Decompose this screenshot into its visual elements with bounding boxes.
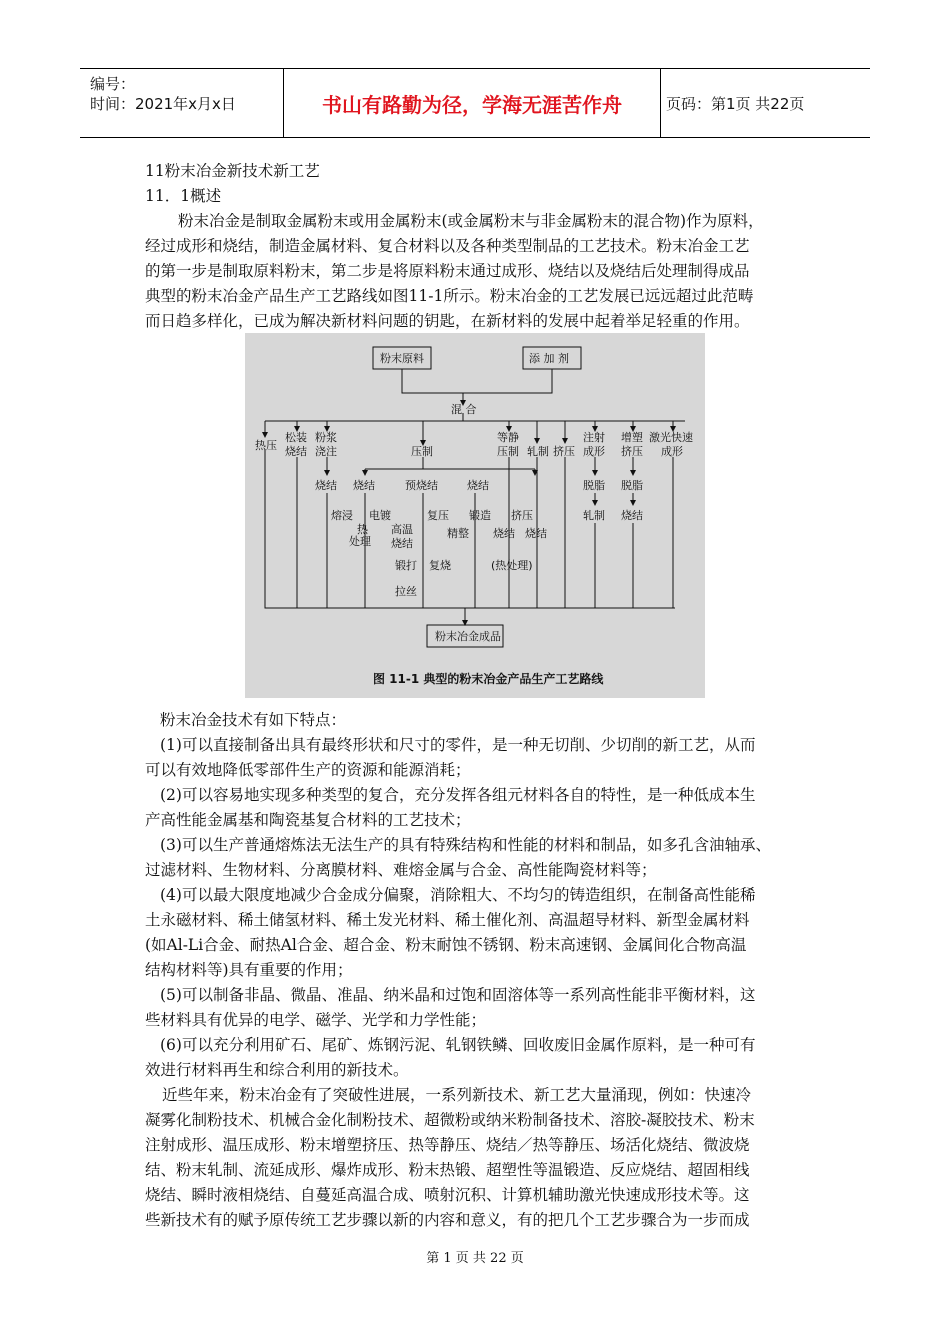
para-last-line: 凝雾化制粉技术、机械合金化制粉技术、超微粉或纳米粉制备技术、溶胶-凝胶技术、粉末	[145, 1111, 755, 1129]
flow-step: 热压	[255, 439, 277, 452]
additive-label: 添 加 剂	[529, 352, 569, 365]
feature-line: (3)可以生产普通熔炼法无法生产的具有特殊结构和性能的材料和制品，如多孔含油轴承、	[160, 836, 771, 854]
para-last-line: 结、粉末轧制、流延成形、爆炸成形、粉末热锻、超塑性等温锻造、反应烧结、超固相线	[145, 1161, 750, 1179]
flow-step: 等静	[497, 431, 519, 444]
flow-step: 处理	[349, 535, 371, 548]
section-heading: 11．1概述	[145, 187, 222, 205]
process-flow-figure	[245, 333, 705, 698]
mix-label: 混 合	[451, 403, 477, 416]
flow-step: 粉浆	[315, 431, 337, 444]
feature-line: 过滤材料、生物材料、分离膜材料、难熔金属与合金、高性能陶瓷材料等；	[145, 861, 657, 879]
feature-line: 些材料具有优异的电学、磁学、光学和力学性能；	[145, 1011, 487, 1029]
feature-line: 结构材料等)具有重要的作用；	[145, 961, 353, 979]
flow-step: 烧结	[315, 479, 337, 492]
header-left	[80, 69, 283, 137]
flow-diagram	[245, 333, 705, 698]
page-footer: 第 1 页 共 22 页	[426, 1251, 524, 1266]
feature-line: (4)可以最大限度地减少合金成分偏聚，消除粗大、不均匀的铸造组织，在制备高性能稀	[160, 886, 756, 904]
flow-step: 电镀	[369, 509, 391, 522]
features-intro: 粉末冶金技术有如下特点：	[160, 711, 347, 729]
para1-line: 典型的粉末冶金产品生产工艺路线如图11-1所示。粉末冶金的工艺发展已远远超过此范畴	[145, 287, 754, 305]
flow-step: 熔浸	[331, 509, 353, 522]
flow-step: 增塑	[621, 431, 643, 444]
flow-step: 脱脂	[583, 479, 605, 492]
flow-step: 复烧	[429, 559, 451, 572]
flow-step: 成形	[583, 445, 605, 458]
header-motto: 书山有路勤为径，学海无涯苦作舟	[283, 69, 661, 137]
flow-step: 高温	[391, 523, 413, 536]
flow-step: (热处理)	[491, 559, 533, 572]
flow-step: 轧制	[527, 445, 549, 458]
flow-step: 轧制	[583, 509, 605, 522]
para-last-line: 注射成形、温压成形、粉末增塑挤压、热等静压、烧结／热等静压、场活化烧结、微波烧	[145, 1136, 750, 1154]
flow-step: 注射	[583, 431, 605, 444]
flow-step: 复压	[427, 509, 449, 522]
flow-step: 热	[357, 523, 368, 536]
para1-line: 粉末冶金是制取金属粉末或用金属粉末(或金属粉末与非金属粉末的混合物)作为原料，	[178, 212, 764, 230]
flow-step: 激光快速	[649, 431, 693, 444]
flow-step: 烧结	[621, 509, 643, 522]
flow-step: 预烧结	[405, 479, 438, 492]
flow-step: 松装	[285, 431, 307, 444]
para-last-line: 烧结、瞬时液相烧结、自蔓延高温合成、喷射沉积、计算机辅助激光快速成形技术等。这	[145, 1186, 750, 1204]
number-label: 编号：	[90, 75, 136, 93]
feature-line: 土永磁材料、稀土储氢材料、稀土发光材料、稀土催化剂、高温超导材料、新型金属材料	[145, 911, 750, 929]
raw-label: 粉末原料	[380, 352, 424, 365]
page-header	[80, 68, 870, 138]
flow-step: 烧结	[467, 479, 489, 492]
flow-step: 成形	[661, 445, 683, 458]
feature-line: 效进行材料再生和综合利用的新技术。	[145, 1061, 409, 1079]
flow-step: 挤压	[511, 509, 533, 522]
flow-step: 压制	[411, 445, 433, 458]
feature-line: 可以有效地降低零部件生产的资源和能源消耗；	[145, 761, 471, 779]
flow-step: 锻造	[469, 509, 491, 522]
product-label: 粉末冶金成品	[435, 630, 501, 643]
feature-line: (5)可以制备非晶、微晶、准晶、纳米晶和过饱和固溶体等一系列高性能非平衡材料，这	[160, 986, 756, 1004]
doc-title: 11粉末冶金新技术新工艺	[145, 162, 320, 180]
flow-step: 精整	[447, 527, 469, 540]
feature-line: 产高性能金属基和陶瓷基复合材料的工艺技术；	[145, 811, 471, 829]
flow-step: 挤压	[621, 445, 643, 458]
para1-line: 而日趋多样化，已成为解决新材料问题的钥匙，在新材料的发展中起着举足轻重的作用。	[145, 312, 750, 330]
figure-caption: 图 11-1 典型的粉末冶金产品生产工艺路线	[373, 672, 604, 686]
para-last-line: 近些年来，粉末冶金有了突破性进展，一系列新技术、新工艺大量涌现，例如：快速冷	[162, 1086, 752, 1104]
flow-step: 烧结	[353, 479, 375, 492]
flow-step: 压制	[497, 445, 519, 458]
flow-step: 烧结	[493, 527, 515, 540]
flow-step: 浇注	[315, 445, 337, 458]
feature-line: (如Al-Li合金、耐热Al合金、超合金、粉末耐蚀不锈钢、粉末高速钢、金属间化合物高温	[145, 936, 747, 954]
flow-step: 锻打	[395, 559, 417, 572]
date-label: 时间：2021年x月x日	[90, 95, 236, 113]
flow-step: 烧结	[391, 537, 413, 550]
flow-step: 烧结	[285, 445, 307, 458]
flow-step: 烧结	[525, 527, 547, 540]
page-label: 页码：第1页 共22页	[666, 94, 805, 113]
flow-step: 拉丝	[395, 585, 417, 598]
feature-line: (6)可以充分利用矿石、尾矿、炼钢污泥、轧钢铁鳞、回收废旧金属作原料，是一种可有	[160, 1036, 756, 1054]
feature-line: (1)可以直接制备出具有最终形状和尺寸的零件，是一种无切削、少切削的新工艺，从而	[160, 736, 756, 754]
para-last-line: 些新技术有的赋予原传统工艺步骤以新的内容和意义，有的把几个工艺步骤合为一步而成	[145, 1211, 750, 1229]
feature-line: (2)可以容易地实现多种类型的复合，充分发挥各组元材料各自的特性，是一种低成本生	[160, 786, 756, 804]
flow-step: 脱脂	[621, 479, 643, 492]
para1-line: 的第一步是制取原料粉末，第二步是将原料粉末通过成形、烧结以及烧结后处理制得成品	[145, 262, 750, 280]
flow-step: 挤压	[553, 445, 575, 458]
para1-line: 经过成形和烧结，制造金属材料、复合材料以及各种类型制品的工艺技术。粉末冶金工艺	[145, 237, 750, 255]
